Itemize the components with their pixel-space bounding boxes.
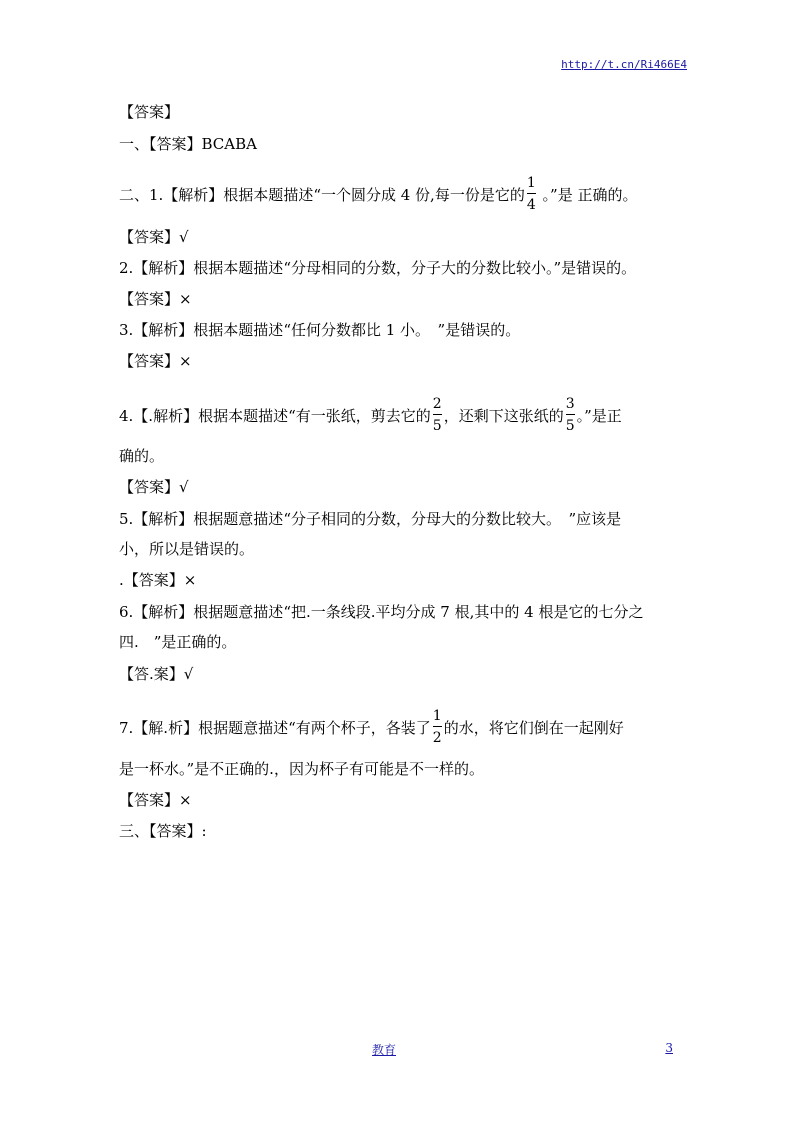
text: 。”是正 — [576, 407, 622, 425]
q2-4-analysis-cont: 确的。 — [119, 447, 165, 465]
answer-heading: 【答案】 — [119, 103, 180, 121]
fraction-two-fifths — [433, 394, 442, 436]
q2-2-answer: 【答案】× — [119, 290, 192, 308]
numerator: 3 — [565, 396, 575, 412]
footer-link[interactable]: 教育 — [372, 1043, 397, 1057]
q2-3-answer: 【答案】× — [119, 352, 192, 370]
q2-1-analysis — [119, 175, 637, 217]
text: ，还剩下这张纸的 — [443, 407, 564, 425]
q2-4-analysis — [119, 396, 622, 438]
section-1-answer: 一、【答案】BCABA — [119, 135, 257, 153]
q2-5-answer: .【答案】× — [119, 571, 197, 589]
fraction-one-quarter — [527, 173, 536, 215]
q2-6-answer: 【答.案】√ — [119, 665, 194, 683]
numerator: 1 — [526, 175, 536, 191]
q2-7-analysis — [119, 708, 624, 750]
numerator: 2 — [432, 396, 442, 412]
numerator: 1 — [432, 708, 442, 724]
q2-5-analysis: 5.【解析】根据题意描述“分子相同的分数，分母大的分数比较大。 ”应该是 — [119, 510, 622, 528]
header-link[interactable]: http://t.cn/Ri466E4 — [561, 58, 687, 71]
q2-3-analysis: 3.【解析】根据本题描述“任何分数都比 1 小。 ”是错误的。 — [119, 321, 521, 339]
text: 。”是 正确的。 — [537, 186, 638, 204]
text: 二、1.【解析】根据本题描述“一个圆分成 4 份,每一份是它的 — [119, 186, 525, 204]
q2-2-analysis: 2.【解析】根据本题描述“分母相同的分数，分子大的分数比较小。”是错误的。 — [119, 259, 637, 277]
q2-4-answer: 【答案】√ — [119, 478, 189, 496]
q2-1-answer: 【答案】√ — [119, 228, 189, 246]
denominator: 5 — [433, 414, 442, 436]
denominator: 5 — [566, 414, 575, 436]
q2-7-analysis-cont: 是一杯水。”是不正确的.，因为杯子有可能是不一样的。 — [119, 760, 484, 778]
denominator: 2 — [433, 726, 442, 748]
page-number: 3 — [665, 1041, 673, 1055]
text: 的水，将它们倒在一起刚好 — [443, 719, 624, 737]
fraction-three-fifths — [566, 394, 575, 436]
text: 4.【.解析】根据本题描述“有一张纸，剪去它的 — [119, 407, 431, 425]
denominator: 4 — [527, 193, 536, 215]
section-3-answer: 三、【答案】: — [119, 822, 207, 840]
fraction-one-half — [433, 706, 442, 748]
q2-7-answer: 【答案】× — [119, 791, 192, 809]
text: 7.【解.析】根据题意描述“有两个杯子，各装了 — [119, 719, 431, 737]
q2-6-analysis-cont: 四. ”是正确的。 — [119, 633, 237, 651]
q2-5-analysis-cont: 小，所以是错误的。 — [119, 540, 255, 558]
q2-6-analysis: 6.【解析】根据题意描述“把.一条线段.平均分成 7 根,其中的 4 根是它的七分之 — [119, 603, 644, 621]
